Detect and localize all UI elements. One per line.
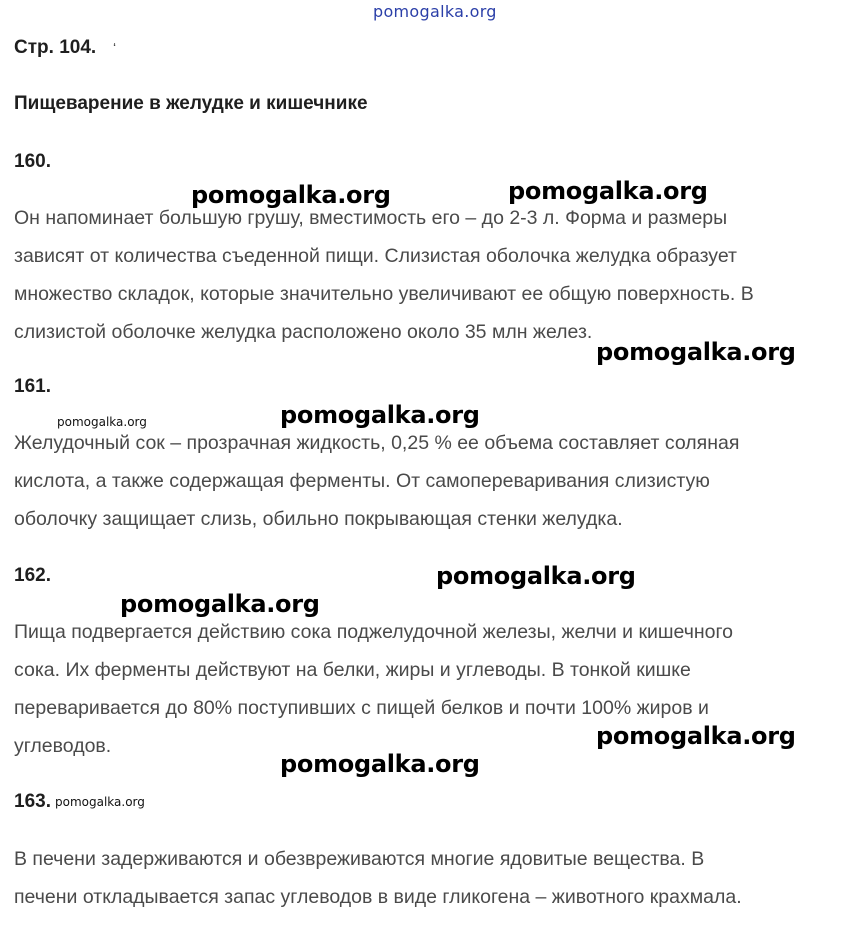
answer-line: углеводов. (14, 735, 112, 757)
answer-line: зависят от количества съеденной пищи. Слизистая оболочка желудка образует (14, 245, 737, 267)
answer-line: множество складок, которые значительно увеличивают ее общую поверхность. В (14, 283, 754, 305)
watermark: pomogalka.org (280, 750, 480, 778)
answer-line: кислота, а также содержащая ферменты. От самопереваривания слизистую (14, 470, 710, 492)
answer-line: Пища подвергается действию сока поджелудочной железы, желчи и кишечного (14, 621, 734, 643)
watermark: pomogalka.org (120, 590, 320, 618)
watermark: pomogalka.org (508, 177, 708, 205)
answer-163 (14, 840, 854, 916)
answer-line: сока. Их ферменты действуют на белки, жиры и углеводы. В тонкой кишке (14, 659, 691, 681)
answer-161 (14, 424, 854, 538)
watermark-small: pomogalka.org (55, 795, 145, 809)
answer-160 (14, 199, 854, 351)
question-number-160: 160. (14, 151, 51, 172)
top-watermark: pomogalka.org (373, 2, 497, 21)
answer-line: печени откладывается запас углеводов в виде гликогена – животного крахмала. (14, 886, 742, 908)
watermark-small: pomogalka.org (57, 415, 147, 429)
section-title: Пищеварение в желудке и кишечнике (14, 93, 368, 114)
question-number-163: 163. (14, 791, 51, 812)
answer-line: Желудочный сок – прозрачная жидкость, 0,25 % ее объема составляет соляная (14, 432, 740, 454)
answer-line: переваривается до 80% поступивших с пищей белков и почти 100% жиров и (14, 697, 709, 719)
question-number-162: 162. (14, 565, 51, 586)
answer-line: Он напоминает большую грушу, вместимость его – до 2-3 л. Форма и размеры (14, 207, 728, 229)
page-number: Стр. 104. (14, 37, 97, 58)
watermark: pomogalka.org (280, 401, 480, 429)
answer-line: оболочку защищает слизь, обильно покрывающая стенки желудка. (14, 508, 623, 530)
watermark: pomogalka.org (596, 338, 796, 366)
question-number-161: 161. (14, 376, 51, 397)
watermark: pomogalka.org (596, 722, 796, 750)
answer-line: В печени задерживаются и обезвреживаются многие ядовитые вещества. В (14, 848, 705, 870)
watermark: pomogalka.org (436, 562, 636, 590)
answer-line: слизистой оболочке желудка расположено около 35 млн желез. (14, 321, 593, 343)
page-mark: ʻ (113, 40, 117, 56)
watermark: pomogalka.org (191, 181, 391, 209)
